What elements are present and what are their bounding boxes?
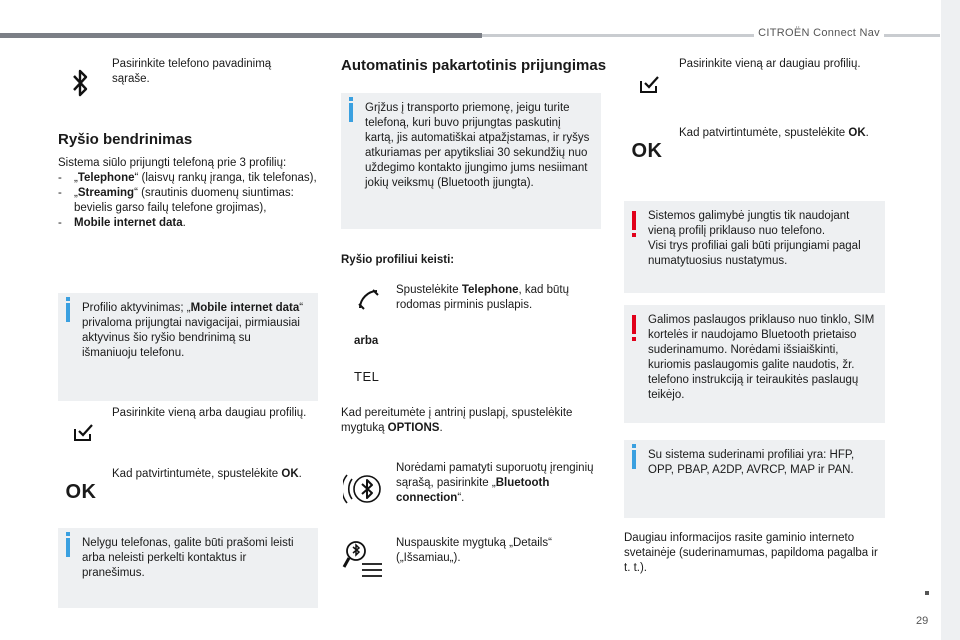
page-side-strip — [941, 0, 960, 640]
ok-icon: OK — [65, 480, 97, 503]
profile-item: - „Telephone“ (laisvų rankų įranga, tik telefonas), — [58, 172, 317, 184]
confirm-text: Kad patvirtintumėte, spustelėkite OK. — [679, 127, 869, 139]
info-note-text: Nelygu telefonas, galite būti prašomi leisti arba neleisti perkelti kontaktus ir pranešimus. — [82, 537, 294, 579]
select-phone-text: Pasirinkite telefono pavadinimą sąraše. — [112, 58, 272, 85]
info-note-text: Profilio aktyvinimas; „Mobile internet data“ privaloma prijungtai navigacijai, pirmiausiai aktyvinus šio ryšio bendrinimą su išmaniuoju telefonu. — [82, 302, 304, 359]
warning-note-text: Galimos paslaugos priklauso nuo tinklo, SIM kortelės ir naudojamo Bluetooth prietaiso suderinamumo. Norėdami išsiaiškinti, kuriomis paslaugomis galite naudotis, žr. telefono instrukciją ir teiraukitės paslaugų teikėjo. — [648, 314, 875, 401]
info-note-activation — [58, 293, 318, 401]
options-text: Kad pereitumėte į antrinį puslapį, spustelėkite mygtuką OPTIONS. — [341, 407, 573, 434]
page-marker-dot — [925, 591, 929, 595]
info-marker — [66, 303, 70, 322]
warning-note-text: Sistemos galimybė jungtis tik naudojant vieną profilį priklauso nuo telefono. Visi trys profiliai gali būti prijungiami pagal numatytuosius nustatymus. — [648, 210, 861, 267]
profile-item: - „Streaming“ (srautinis duomenų siuntimas: — [58, 187, 294, 199]
info-note-contacts — [58, 528, 318, 608]
section-heading-reconnect: Automatinis pakartotinis prijungimas — [341, 57, 607, 74]
profile-item: - Mobile internet data. — [58, 217, 186, 229]
warning-marker — [632, 315, 636, 334]
bluetooth-icon — [66, 64, 94, 102]
section-heading-sharing: Ryšio bendrinimas — [58, 131, 193, 148]
details-text: Nuspauskite mygtuką „Details“ („Išsamiau„). — [396, 537, 552, 564]
warning-note-services — [624, 305, 885, 423]
details-magnifier-icon — [342, 537, 386, 581]
profile-item-continuation: bevielis garso failų telefone grojimas), — [74, 202, 267, 214]
warning-note-profiles — [624, 201, 885, 293]
profiles-intro: Sistema siūlo prijungti telefoną prie 3 profilių: — [58, 157, 287, 169]
profiles-list — [58, 171, 320, 231]
info-marker — [66, 538, 70, 557]
info-note-text: Grįžus į transporto priemonę, jeigu turite telefoną, kuri buvo prijungtas paskutinį kartą, jis automatiškai atpažįstamas, ir ryšys atkuriamas per apytiksliai 30 sekundžių nuo uždegimo kontakto įjungimo jums nesiimant jokių veiksmų (Bluetooth įjungta). — [365, 102, 590, 189]
bluetooth-connection-icon — [342, 466, 388, 512]
more-info-text: Daugiau informacijos rasite gaminio interneto svetainėje (suderinamumas, papildoma pagalba ir t. t.). — [624, 532, 878, 574]
bluetooth-connection-text: Norėdami pamatyti suporuotų įrenginių sąrašą, pasirinkite „Bluetooth connection“. — [396, 462, 594, 504]
page-number: 29 — [916, 615, 929, 627]
info-note-text: Su sistema suderinami profiliai yra: HFP, OPP, PBAP, A2DP, AVRCP, MAP ir PAN. — [648, 449, 855, 476]
manual-title: CITROËN Connect Nav — [754, 26, 884, 41]
telephone-text: Spustelėkite Telephone, kad būtų rodomas pirminis puslapis. — [396, 284, 570, 311]
checkbox-icon — [70, 420, 96, 444]
info-marker — [349, 103, 353, 122]
select-profiles-text: Pasirinkite vieną ar daugiau profilių. — [679, 58, 861, 70]
warning-marker — [632, 211, 636, 230]
info-note-reconnect — [341, 93, 601, 229]
ok-icon: OK — [631, 139, 663, 162]
header-rule-dark — [0, 33, 482, 38]
or-separator: arba — [354, 335, 379, 347]
change-profile-heading: Ryšio profiliui keisti: — [341, 254, 455, 266]
confirm-text: Kad patvirtintumėte, spustelėkite OK. — [112, 468, 302, 480]
info-marker — [632, 450, 636, 469]
info-note-compatible-profiles — [624, 440, 885, 518]
checkbox-icon — [636, 72, 662, 96]
phone-handset-icon — [355, 286, 381, 312]
tel-button-label: TEL — [354, 369, 380, 384]
select-profiles-text: Pasirinkite vieną arba daugiau profilių. — [112, 407, 307, 419]
